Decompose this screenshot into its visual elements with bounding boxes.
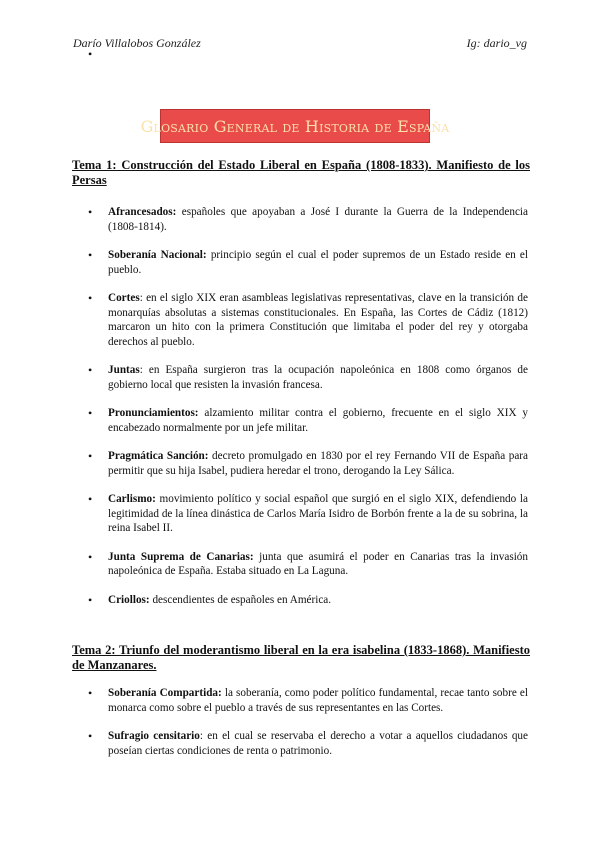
term-soberania-nacional (72, 248, 528, 277)
term-list-tema-2-items (72, 686, 528, 758)
section-heading-tema-1: Tema 1: Construcción del Estado Liberal en España (1808-1833). Manifiesto de los Persas (72, 158, 530, 187)
term-name: Soberanía Nacional: (108, 249, 207, 261)
term-cortes (72, 291, 528, 349)
page-title-text: Glosario General de Historia de España (140, 116, 450, 136)
term-name: Pronunciamientos: (108, 407, 199, 419)
term-name: Criollos: (108, 593, 150, 606)
term-definition: la soberanía, como poder político fundamental, recae tanto sobre el monarca como sobre el pueblo a través de sus representantes en las Cortes. (108, 687, 528, 714)
term-afrancesados (72, 205, 528, 234)
term-definition: junta que asumirá el poder en Canarias tras la invasión napoleónica de España. Estaba situado en La Laguna. (108, 550, 528, 577)
term-pronunciamientos (72, 406, 528, 435)
term-definition: principio según el cual el poder supremos de un Estado reside en el pueblo. (108, 249, 528, 276)
term-definition: decreto promulgado en 1830 por el rey Fernando VII de España para permitir que su hija Isabel, pudiera heredar el trono, derogando la Ley Sálica. (108, 450, 528, 477)
term-list-tema-1-items (72, 205, 528, 607)
term-definition: : en el siglo XIX eran asambleas legislativas representativas, clave en la transición de monarquías absolutas a sistemas constitucionales. En España, las Cortes de Cádiz (1812) marcaron un hito con la primera Constitución que limitaba el poder del rey y otorgaba derechos al pueblo. (108, 292, 528, 348)
term-name: Junta Suprema de Canarias: (108, 550, 254, 563)
term-definition: : en España surgieron tras la ocupación napoleónica en 1808 como órganos de gobierno local que resisten la invasión francesa. (108, 364, 528, 391)
section-heading-tema-2: Tema 2: Triunfo del moderantismo liberal en la era isabelina (1833-1868). Manifiesto de Manzanares. (72, 643, 530, 672)
page-title (140, 109, 450, 143)
term-name: Sufragio censitario (108, 730, 200, 742)
term-name: Carlismo: (108, 493, 156, 505)
term-definition: : en el cual se reservaba el derecho a votar a aquellos ciudadanos que poseían ciertas condiciones de renta o patrimonio. (108, 730, 528, 757)
term-definition: alzamiento militar contra el gobierno, frecuente en el siglo XIX y encabezado normalmente por un jefe militar. (108, 407, 528, 434)
term-definition: españoles que apoyaban a José I durante la Guerra de la Independencia (1808-1814). (108, 206, 528, 233)
term-name: Cortes (108, 292, 140, 304)
term-soberania-compartida (72, 686, 528, 715)
term-pragmatica-sancion (72, 449, 528, 478)
term-carlismo (72, 492, 528, 536)
term-criollos (72, 593, 528, 608)
term-name: Afrancesados: (108, 206, 177, 218)
author-name: Darío Villalobos González (73, 36, 201, 50)
term-name: Soberanía Compartida: (108, 687, 222, 699)
term-name: Juntas (108, 364, 140, 376)
term-name: Pragmática Sanción: (108, 450, 209, 462)
term-sufragio-censitario (72, 729, 528, 758)
term-juntas (72, 363, 528, 392)
instagram-handle: Ig: dario_vg (466, 36, 527, 50)
term-junta-suprema-canarias (72, 550, 528, 579)
term-definition: movimiento político y social español que surgió en el siglo XIX, defendiendo la legitimidad de la línea dinástica de Carlos María Isidro de Borbón frente a la de su sobrina, la reina Isabel II. (108, 493, 528, 534)
term-definition: descendientes de españoles en América. (149, 593, 332, 606)
